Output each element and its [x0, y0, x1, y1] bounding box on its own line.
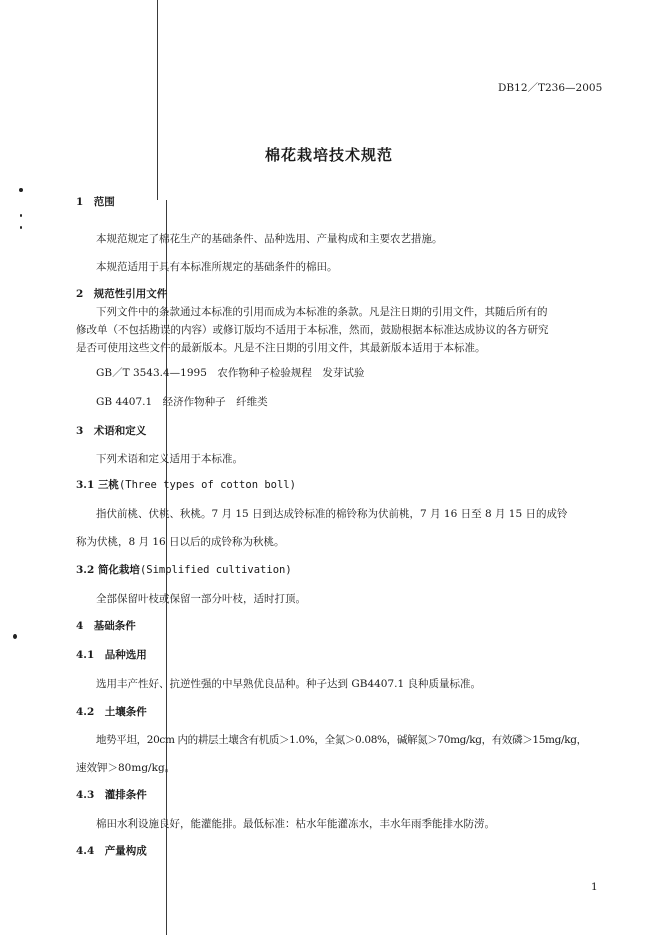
section-4-2-line: 速效钾＞80mg/kg。 [76, 762, 176, 774]
reference-item: GB／T 3543.4—1995 农作物种子检验规程 发芽试验 [96, 367, 365, 379]
term-3-2-heading [76, 562, 292, 577]
scan-speck [20, 214, 22, 217]
term-3-2-text: 全部保留叶枝或保留一部分叶枝，适时打顶。 [96, 593, 306, 605]
term-3-1-number: 3.1 [76, 479, 95, 491]
section-1-heading: 1 范围 [76, 196, 115, 208]
scan-speck [19, 188, 23, 192]
term-3-1-heading [76, 477, 296, 492]
section-2-heading: 2 规范性引用文件 [76, 288, 168, 300]
scan-speck [20, 226, 22, 229]
section-4-4-heading: 4.4 产量构成 [76, 845, 147, 857]
reference-item: GB 4407.1 经济作物种子 纤维类 [96, 396, 268, 408]
section-4-3-heading: 4.3 灌排条件 [76, 789, 147, 801]
term-3-2-title-cn: 简化栽培 [97, 564, 140, 576]
section-2-intro-line: 是否可使用这些文件的最新版本。凡是不注日期的引用文件，其最新版本适用于本标准。 [76, 342, 486, 354]
page-number: 1 [591, 881, 598, 893]
section-1-paragraph: 本规范规定了棉花生产的基础条件、品种选用、产量构成和主要农艺措施。 [96, 233, 443, 245]
section-4-3-text: 棉田水利设施良好，能灌能排。最低标准：枯水年能灌冻水，丰水年雨季能排水防涝。 [96, 818, 495, 830]
section-4-heading: 4 基础条件 [76, 620, 136, 632]
section-4-1-text: 选用丰产性好、抗逆性强的中早熟优良品种。种子达到 GB4407.1 良种质量标准。 [96, 678, 482, 690]
standard-code: DB12／T236—2005 [498, 82, 603, 94]
section-4-2-heading: 4.2 土壤条件 [76, 706, 147, 718]
term-3-1-line: 称为伏桃，8 月 16 日以后的成铃称为秋桃。 [76, 536, 285, 548]
section-2-intro-line: 下列文件中的条款通过本标准的引用而成为本标准的条款。凡是注日期的引用文件，其随后所有的 [96, 306, 548, 318]
term-3-1-title-en: (Three types of cotton boll) [118, 479, 296, 491]
scan-streak-line [157, 0, 158, 200]
term-3-2-number: 3.2 [76, 564, 95, 576]
scan-speck [13, 634, 17, 639]
section-4-1-heading: 4.1 品种选用 [76, 649, 147, 661]
term-3-1-title-cn: 三桃 [97, 479, 119, 491]
term-3-1-line: 指伏前桃、伏桃、秋桃。7 月 15 日到达成铃标准的棉铃称为伏前桃，7 月 16 日至 8 月 15 日的成铃 [96, 508, 568, 520]
term-3-2-title-en: (Simplified cultivation) [139, 564, 292, 576]
section-3-intro: 下列术语和定义适用于本标准。 [96, 453, 243, 465]
page-title: 棉花栽培技术规范 [265, 146, 394, 164]
section-1-paragraph: 本规范适用于具有本标准所规定的基础条件的棉田。 [96, 261, 338, 273]
section-4-2-line: 地势平坦，20cm 内的耕层土壤含有机质＞1.0%，全氮＞0.08%，碱解氮＞70mg/kg，有效磷＞15mg/kg， [96, 734, 587, 746]
section-3-heading: 3 术语和定义 [76, 425, 147, 437]
section-2-intro-line: 修改单（不包括勘误的内容）或修订版均不适用于本标准，然而，鼓励根据本标准达成协议的各方研究 [76, 324, 549, 336]
